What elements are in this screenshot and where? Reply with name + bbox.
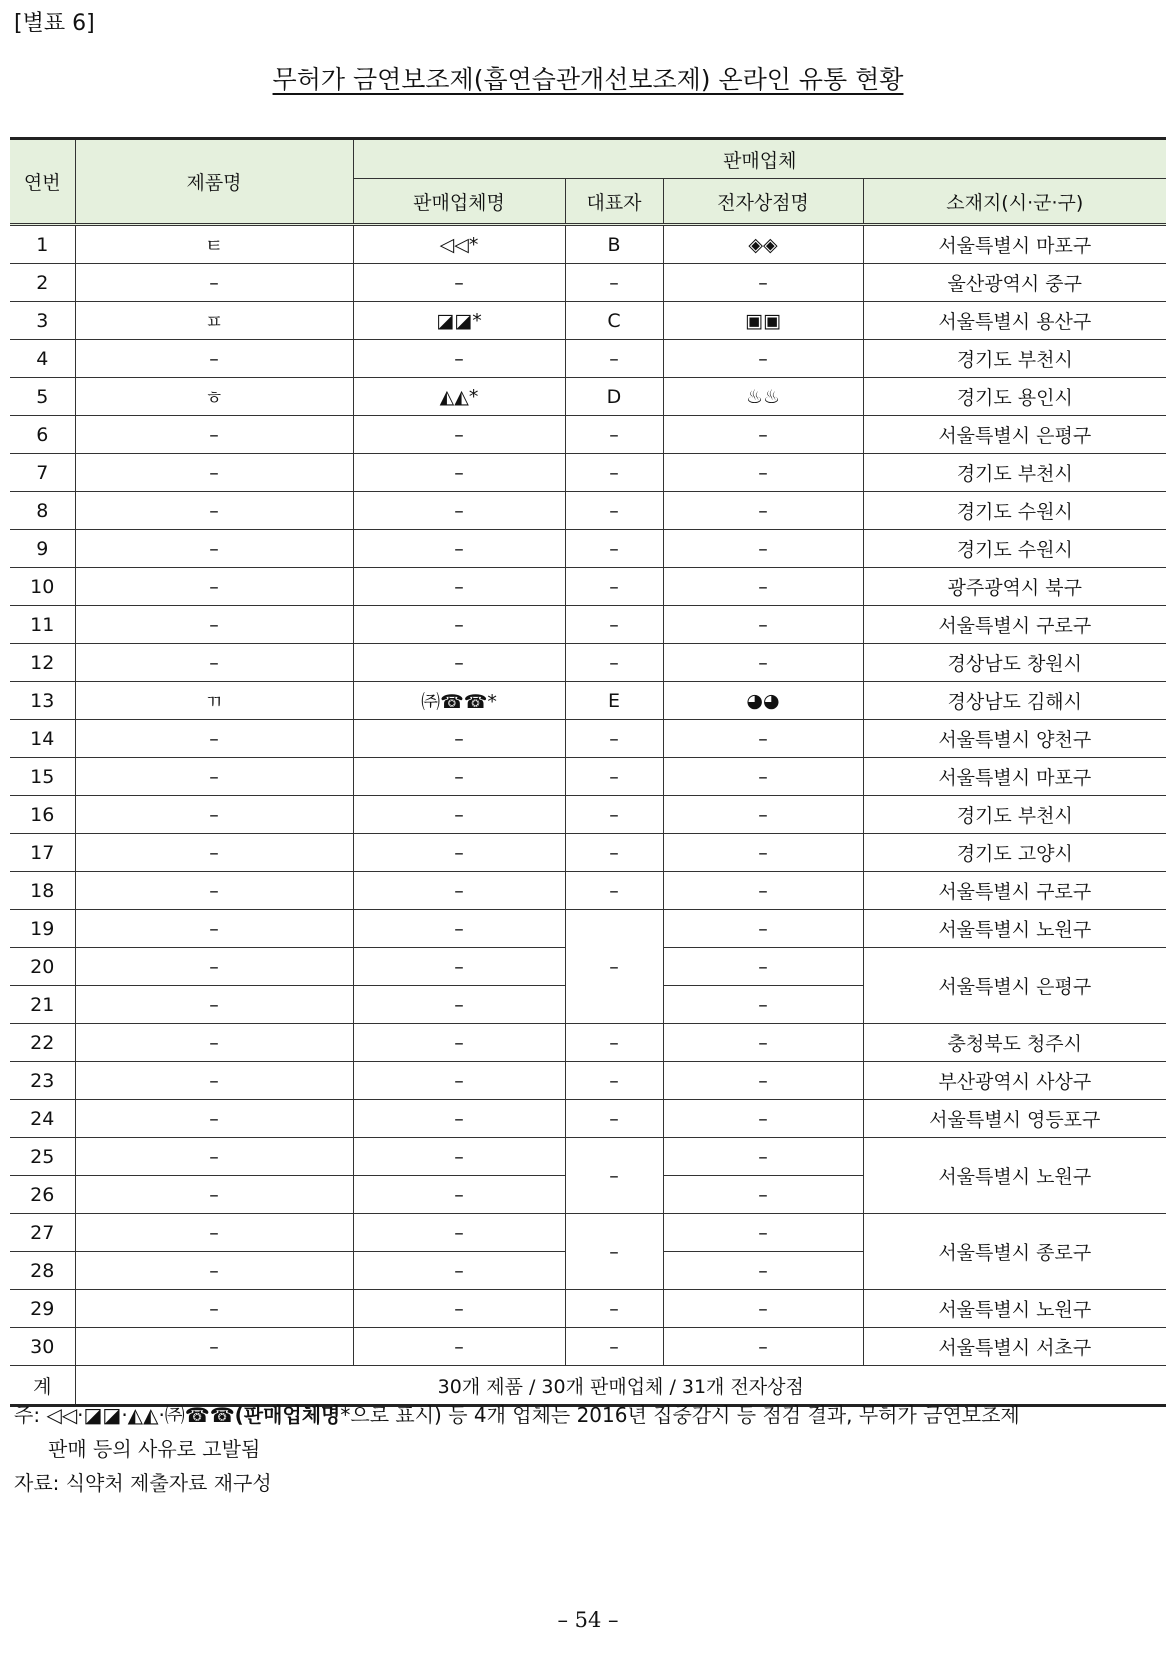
table-cell: 경상남도 창원시 bbox=[863, 644, 1166, 682]
table-cell: 서울특별시 은평구 bbox=[863, 416, 1166, 454]
table-cell: 6 bbox=[10, 416, 75, 454]
table-cell: – bbox=[75, 758, 353, 796]
table-cell: – bbox=[663, 340, 863, 378]
table-cell: – bbox=[75, 948, 353, 986]
table-cell: – bbox=[75, 796, 353, 834]
table-cell: 2 bbox=[10, 264, 75, 302]
table-cell: – bbox=[353, 1024, 565, 1062]
table-cell: 서울특별시 용산구 bbox=[863, 302, 1166, 340]
table-cell: – bbox=[75, 1214, 353, 1252]
table-cell: 8 bbox=[10, 492, 75, 530]
table-cell: 서울특별시 노원구 bbox=[863, 1138, 1166, 1214]
notes-block bbox=[14, 1398, 1020, 1500]
table-cell: – bbox=[663, 1024, 863, 1062]
table-cell: ㄲ bbox=[75, 682, 353, 720]
table-cell: – bbox=[565, 834, 663, 872]
table-cell: – bbox=[565, 758, 663, 796]
total-value: 30개 제품 / 30개 판매업체 / 31개 전자상점 bbox=[75, 1366, 1166, 1406]
table-cell: ◁◁* bbox=[353, 225, 565, 264]
table-row bbox=[10, 1328, 1166, 1366]
table-cell: ◕◕ bbox=[663, 682, 863, 720]
table-row bbox=[10, 872, 1166, 910]
table-cell: – bbox=[565, 796, 663, 834]
table-cell: 광주광역시 북구 bbox=[863, 568, 1166, 606]
table-row bbox=[10, 530, 1166, 568]
table-cell: – bbox=[663, 1176, 863, 1214]
table-cell: ◭◭* bbox=[353, 378, 565, 416]
table-cell: ㅎ bbox=[75, 378, 353, 416]
table-cell: ㅌ bbox=[75, 225, 353, 264]
table-cell: 경기도 부천시 bbox=[863, 454, 1166, 492]
table-cell: – bbox=[353, 1290, 565, 1328]
table-cell: – bbox=[663, 1100, 863, 1138]
table-row bbox=[10, 302, 1166, 340]
table-cell: 30 bbox=[10, 1328, 75, 1366]
table-cell: – bbox=[75, 530, 353, 568]
table-cell: – bbox=[663, 758, 863, 796]
table-cell: – bbox=[663, 1252, 863, 1290]
table-cell: – bbox=[75, 1024, 353, 1062]
table-cell: ㈜☎☎* bbox=[353, 682, 565, 720]
table-cell: – bbox=[75, 910, 353, 948]
table-cell: 16 bbox=[10, 796, 75, 834]
note-line-2: 판매 등의 사유로 고발됨 bbox=[48, 1437, 261, 1461]
note-rest: *으로 표시) 등 4개 업체는 2016년 집중감시 등 점검 결과, 무허가 금연보조제 bbox=[340, 1403, 1020, 1427]
table-cell: – bbox=[75, 568, 353, 606]
table-cell: – bbox=[75, 606, 353, 644]
table-cell: – bbox=[565, 1024, 663, 1062]
table-row bbox=[10, 834, 1166, 872]
table-cell: B bbox=[565, 225, 663, 264]
table-cell: – bbox=[565, 264, 663, 302]
table-cell: 12 bbox=[10, 644, 75, 682]
table-row bbox=[10, 340, 1166, 378]
table-cell: – bbox=[565, 492, 663, 530]
table-cell: D bbox=[565, 378, 663, 416]
table-cell: 19 bbox=[10, 910, 75, 948]
table-cell: 20 bbox=[10, 948, 75, 986]
table-cell: – bbox=[75, 872, 353, 910]
table-cell: 15 bbox=[10, 758, 75, 796]
page-title-text: 무허가 금연보조제(흡연습관개선보조제) 온라인 유통 현황 bbox=[272, 65, 904, 94]
table-cell: – bbox=[353, 948, 565, 986]
table-cell: 18 bbox=[10, 872, 75, 910]
table-cell: 5 bbox=[10, 378, 75, 416]
table-cell: – bbox=[565, 1214, 663, 1290]
table-row bbox=[10, 1290, 1166, 1328]
table-cell: – bbox=[565, 1328, 663, 1366]
table-cell: – bbox=[75, 340, 353, 378]
table-cell: – bbox=[565, 1100, 663, 1138]
table-cell: – bbox=[663, 872, 863, 910]
table-cell: – bbox=[353, 1252, 565, 1290]
table-cell: – bbox=[75, 1138, 353, 1176]
table-cell: 25 bbox=[10, 1138, 75, 1176]
header-product: 제품명 bbox=[75, 139, 353, 225]
header-seller-group: 판매업체 bbox=[353, 139, 1166, 179]
table-cell: 10 bbox=[10, 568, 75, 606]
table-cell: – bbox=[663, 948, 863, 986]
table-cell: – bbox=[353, 1328, 565, 1366]
table-cell: – bbox=[75, 454, 353, 492]
table-cell: – bbox=[353, 606, 565, 644]
table-cell: 4 bbox=[10, 340, 75, 378]
table-cell: 충청북도 청주시 bbox=[863, 1024, 1166, 1062]
table-cell: – bbox=[353, 986, 565, 1024]
table-cell: 경기도 용인시 bbox=[863, 378, 1166, 416]
table-cell: – bbox=[663, 264, 863, 302]
table-cell: – bbox=[663, 606, 863, 644]
table-cell: E bbox=[565, 682, 663, 720]
table-cell: – bbox=[663, 1214, 863, 1252]
table-row bbox=[10, 910, 1166, 948]
table-cell: – bbox=[663, 1290, 863, 1328]
table-cell: 경기도 부천시 bbox=[863, 340, 1166, 378]
table-cell: ▣▣ bbox=[663, 302, 863, 340]
table-cell: – bbox=[353, 568, 565, 606]
header-store-name: 전자상점명 bbox=[663, 179, 863, 225]
table-cell: 서울특별시 구로구 bbox=[863, 872, 1166, 910]
table-cell: – bbox=[663, 644, 863, 682]
table-cell: 7 bbox=[10, 454, 75, 492]
table-cell: – bbox=[75, 834, 353, 872]
table-cell: 21 bbox=[10, 986, 75, 1024]
table-cell: ♨♨ bbox=[663, 378, 863, 416]
table-cell: – bbox=[663, 1328, 863, 1366]
table-cell: – bbox=[565, 606, 663, 644]
header-location: 소재지(시·군·구) bbox=[863, 179, 1166, 225]
table-cell: 3 bbox=[10, 302, 75, 340]
table-cell: 29 bbox=[10, 1290, 75, 1328]
table-row bbox=[10, 1138, 1166, 1176]
header-seller-name: 판매업체명 bbox=[353, 179, 565, 225]
table-cell: 26 bbox=[10, 1176, 75, 1214]
table-cell: – bbox=[565, 340, 663, 378]
table-cell: 서울특별시 마포구 bbox=[863, 758, 1166, 796]
table-cell: – bbox=[663, 416, 863, 454]
table-cell: – bbox=[353, 1100, 565, 1138]
table-cell: 1 bbox=[10, 225, 75, 264]
table-cell: – bbox=[75, 1252, 353, 1290]
table-cell: 24 bbox=[10, 1100, 75, 1138]
table-cell: – bbox=[565, 568, 663, 606]
table-cell: – bbox=[353, 1214, 565, 1252]
table-cell: – bbox=[663, 1062, 863, 1100]
table-row bbox=[10, 1214, 1166, 1252]
note-bold: (판매업체명 bbox=[234, 1403, 341, 1427]
table-cell: – bbox=[663, 530, 863, 568]
table-cell: 서울특별시 구로구 bbox=[863, 606, 1166, 644]
table-cell: – bbox=[353, 1176, 565, 1214]
table-cell: 서울특별시 은평구 bbox=[863, 948, 1166, 1024]
table-cell: – bbox=[565, 872, 663, 910]
table-cell: – bbox=[353, 910, 565, 948]
table-cell: – bbox=[353, 834, 565, 872]
table-row bbox=[10, 568, 1166, 606]
table-cell: ◈◈ bbox=[663, 225, 863, 264]
table-cell: – bbox=[663, 568, 863, 606]
appendix-tag: [별표 6] bbox=[14, 11, 95, 36]
table-cell: 서울특별시 서초구 bbox=[863, 1328, 1166, 1366]
table-row bbox=[10, 225, 1166, 264]
table-cell: – bbox=[353, 758, 565, 796]
table-row bbox=[10, 1024, 1166, 1062]
table-cell: – bbox=[75, 1176, 353, 1214]
table-cell: 서울특별시 노원구 bbox=[863, 910, 1166, 948]
table-cell: – bbox=[663, 1138, 863, 1176]
table-cell: 서울특별시 노원구 bbox=[863, 1290, 1166, 1328]
table-cell: – bbox=[565, 416, 663, 454]
table-cell: 14 bbox=[10, 720, 75, 758]
distribution-table bbox=[10, 137, 1166, 1407]
table-cell: – bbox=[353, 1062, 565, 1100]
header-no: 연번 bbox=[10, 139, 75, 225]
table-cell: – bbox=[565, 644, 663, 682]
table-row bbox=[10, 758, 1166, 796]
table-cell: – bbox=[75, 720, 353, 758]
table-cell: 9 bbox=[10, 530, 75, 568]
table-cell: – bbox=[663, 796, 863, 834]
table-cell: 부산광역시 사상구 bbox=[863, 1062, 1166, 1100]
table-cell: – bbox=[75, 1290, 353, 1328]
table-cell: – bbox=[75, 1328, 353, 1366]
note-prefix: 주: ◁◁·◪◪·◭◭·㈜☎☎ bbox=[14, 1403, 235, 1427]
table-body bbox=[10, 225, 1166, 1406]
page-title bbox=[0, 60, 1176, 96]
table-cell: – bbox=[353, 416, 565, 454]
table-cell: – bbox=[565, 1062, 663, 1100]
table-cell: 11 bbox=[10, 606, 75, 644]
table-cell: 27 bbox=[10, 1214, 75, 1252]
table-cell: 울산광역시 중구 bbox=[863, 264, 1166, 302]
table-cell: – bbox=[353, 796, 565, 834]
note-line-1 bbox=[14, 1398, 1020, 1432]
table-cell: – bbox=[353, 340, 565, 378]
table-cell: – bbox=[565, 530, 663, 568]
table-cell: – bbox=[353, 720, 565, 758]
table-cell: ㅍ bbox=[75, 302, 353, 340]
table-cell: 경기도 수원시 bbox=[863, 492, 1166, 530]
table-cell: – bbox=[353, 530, 565, 568]
table-cell: – bbox=[353, 264, 565, 302]
table-cell: – bbox=[75, 1100, 353, 1138]
table-row bbox=[10, 1062, 1166, 1100]
source-line: 자료: 식약처 제출자료 재구성 bbox=[14, 1471, 272, 1495]
table-cell: ◪◪* bbox=[353, 302, 565, 340]
table-cell: – bbox=[565, 720, 663, 758]
table-cell: – bbox=[663, 986, 863, 1024]
table-cell: – bbox=[353, 492, 565, 530]
header-representative: 대표자 bbox=[565, 179, 663, 225]
table-cell: – bbox=[353, 644, 565, 682]
table-row bbox=[10, 796, 1166, 834]
total-label: 계 bbox=[10, 1366, 75, 1406]
table-cell: 13 bbox=[10, 682, 75, 720]
table-cell: – bbox=[663, 454, 863, 492]
table-cell: – bbox=[663, 720, 863, 758]
table-cell: 23 bbox=[10, 1062, 75, 1100]
table-cell: – bbox=[353, 454, 565, 492]
table-cell: – bbox=[75, 644, 353, 682]
table-cell: – bbox=[663, 910, 863, 948]
table-row bbox=[10, 644, 1166, 682]
table-row bbox=[10, 492, 1166, 530]
table-cell: – bbox=[565, 910, 663, 1024]
table-row bbox=[10, 416, 1166, 454]
table-cell: – bbox=[565, 1290, 663, 1328]
table-row bbox=[10, 606, 1166, 644]
table-cell: 서울특별시 양천구 bbox=[863, 720, 1166, 758]
table-cell: 경기도 수원시 bbox=[863, 530, 1166, 568]
table-row bbox=[10, 682, 1166, 720]
table-cell: – bbox=[565, 1138, 663, 1214]
table-cell: 17 bbox=[10, 834, 75, 872]
table-row bbox=[10, 454, 1166, 492]
table-cell: C bbox=[565, 302, 663, 340]
table-cell: – bbox=[353, 872, 565, 910]
table-cell: 경상남도 김해시 bbox=[863, 682, 1166, 720]
table-row bbox=[10, 264, 1166, 302]
table-cell: 경기도 부천시 bbox=[863, 796, 1166, 834]
table-cell: – bbox=[75, 264, 353, 302]
table-cell: 서울특별시 영등포구 bbox=[863, 1100, 1166, 1138]
table-cell: 22 bbox=[10, 1024, 75, 1062]
page-number: – 54 – bbox=[557, 1608, 619, 1632]
table-row bbox=[10, 1100, 1166, 1138]
table-cell: – bbox=[75, 1062, 353, 1100]
table-cell: – bbox=[663, 834, 863, 872]
table-cell: – bbox=[75, 416, 353, 454]
table-cell: – bbox=[353, 1138, 565, 1176]
table-cell: 경기도 고양시 bbox=[863, 834, 1166, 872]
table-cell: – bbox=[75, 492, 353, 530]
table-cell: 서울특별시 마포구 bbox=[863, 225, 1166, 264]
table-cell: – bbox=[565, 454, 663, 492]
table-row bbox=[10, 720, 1166, 758]
table-row bbox=[10, 378, 1166, 416]
table-cell: – bbox=[75, 986, 353, 1024]
table-cell: 서울특별시 종로구 bbox=[863, 1214, 1166, 1290]
table-cell: – bbox=[663, 492, 863, 530]
table-cell: 28 bbox=[10, 1252, 75, 1290]
